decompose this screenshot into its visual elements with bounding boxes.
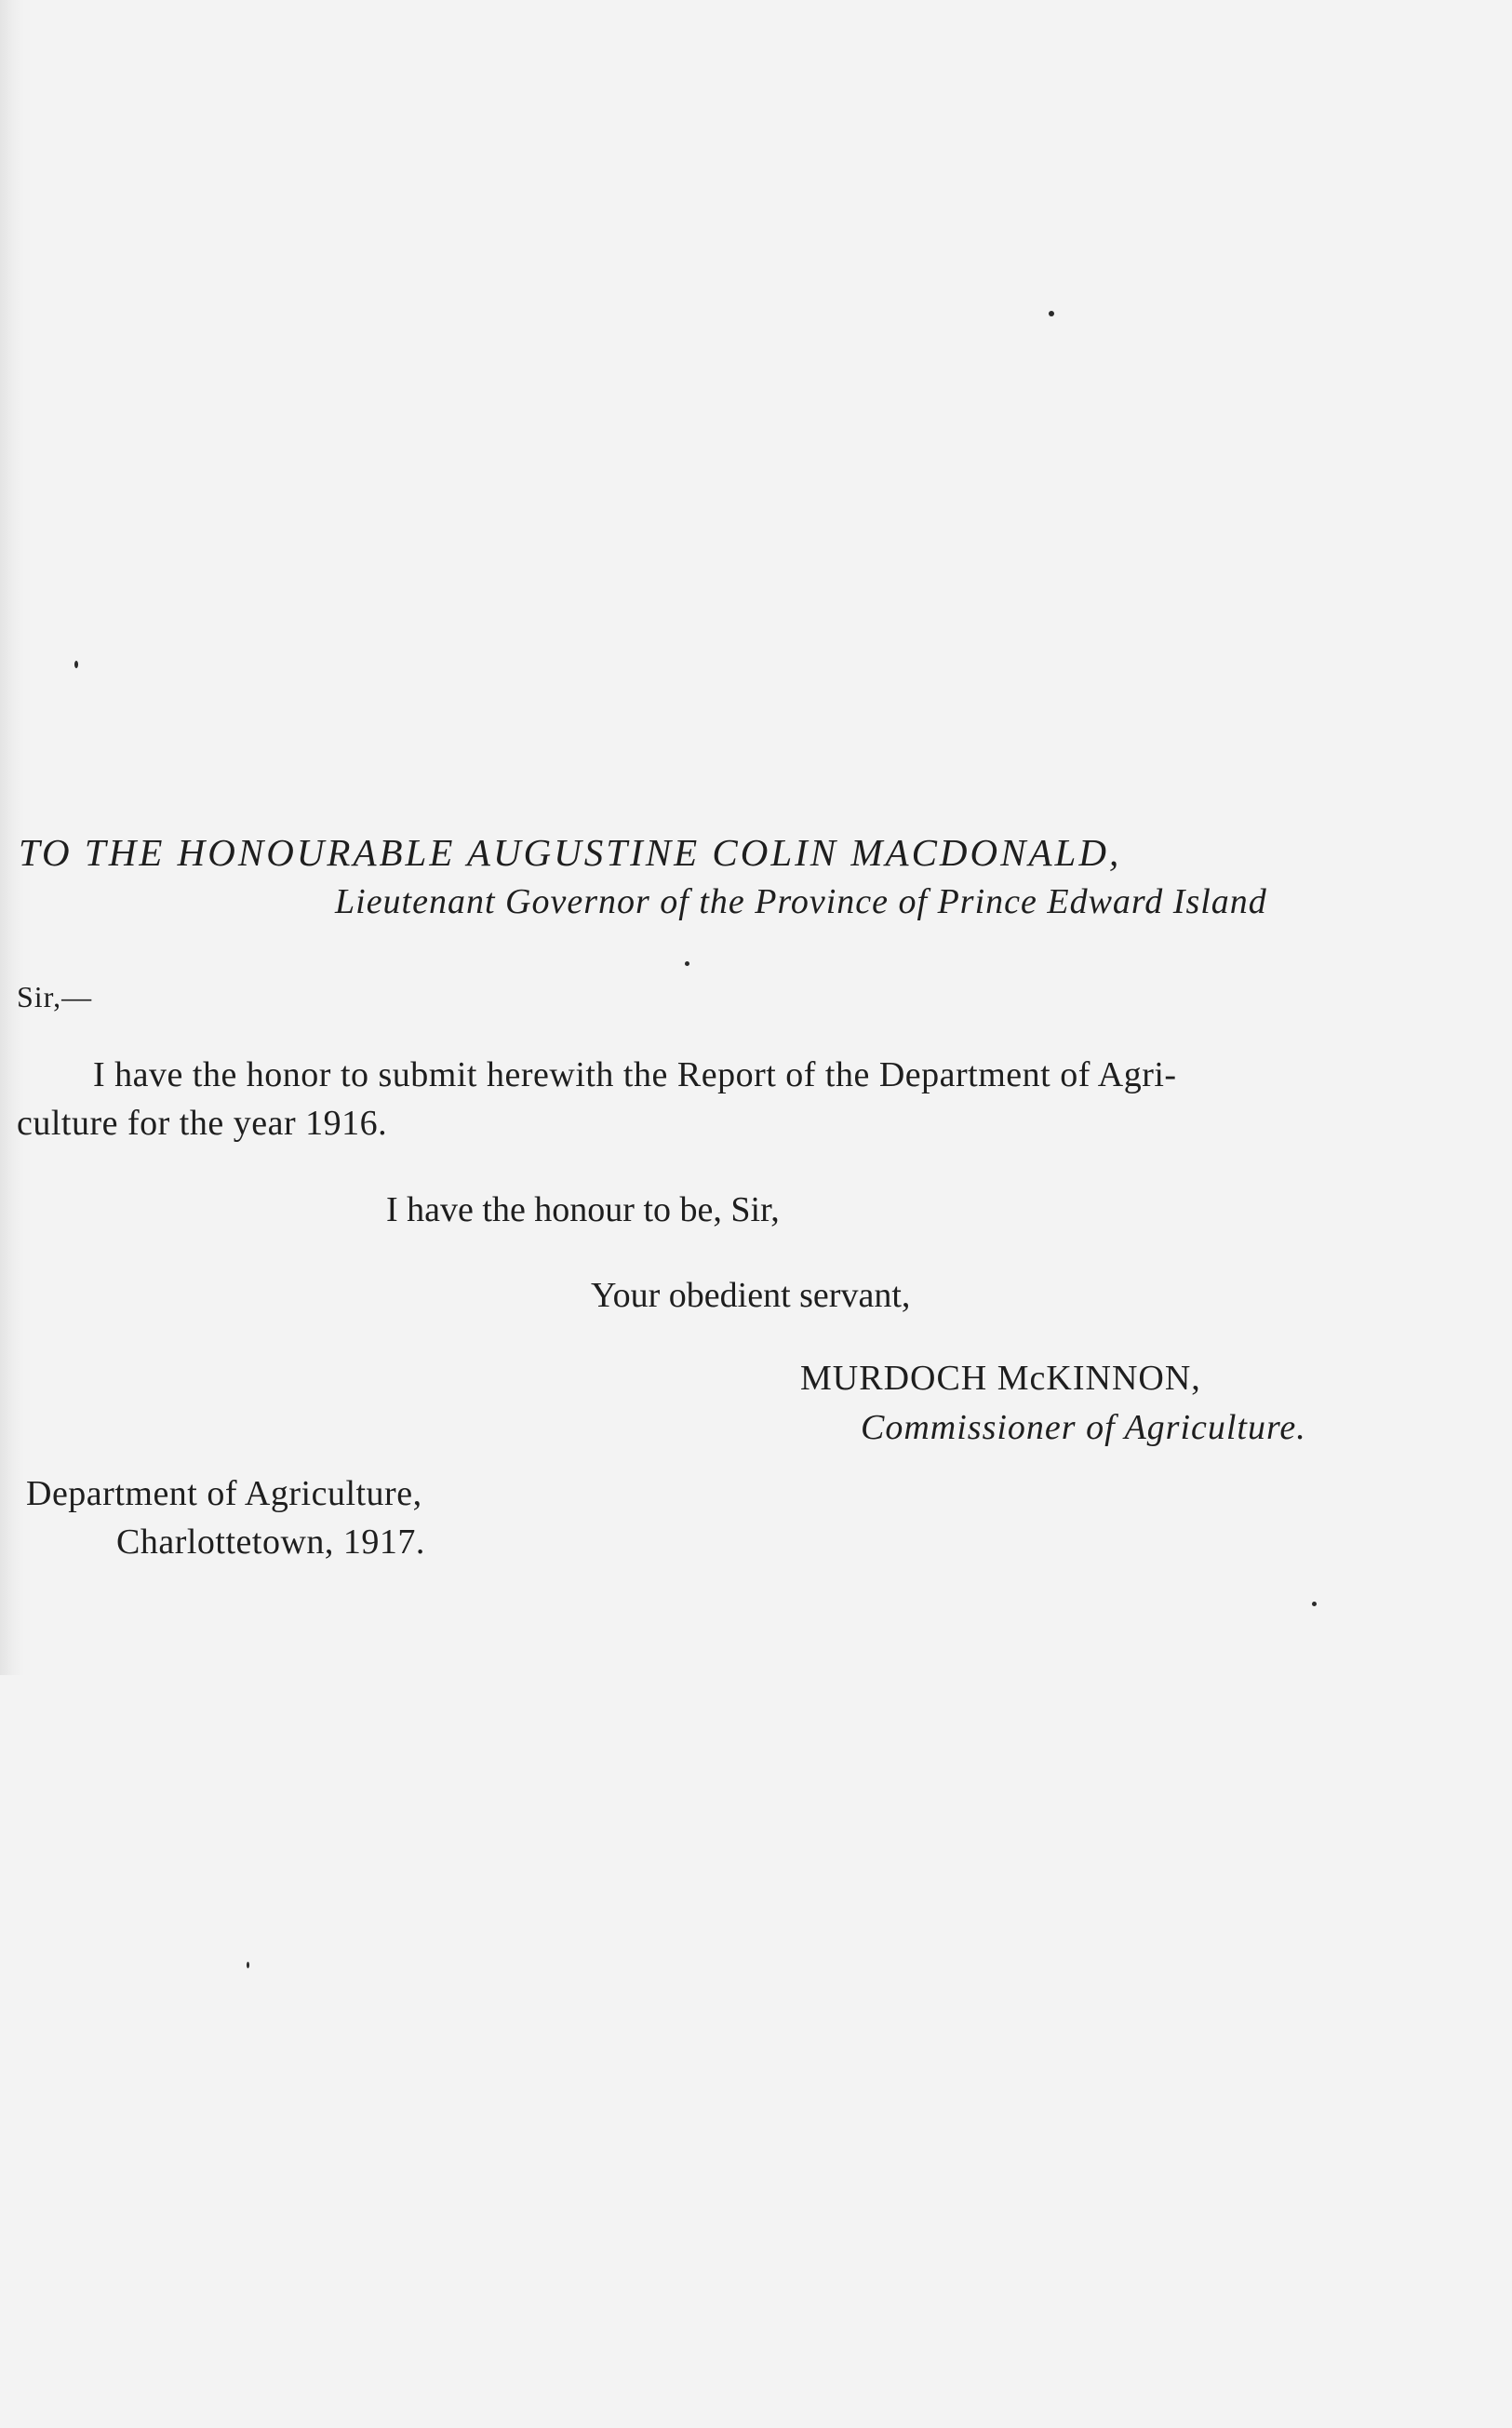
scan-speck: [685, 961, 689, 966]
body-text-line-1: I have the honor to submit herewith the Report of the Department of Agri-: [93, 1055, 1177, 1094]
scan-speck: [247, 1962, 249, 1968]
addressee-line: TO THE HONOURABLE AUGUSTINE COLIN MACDONALD,: [19, 831, 1122, 874]
sender-place-date: Charlottetown, 1917.: [116, 1523, 425, 1562]
scan-speck: [1312, 1602, 1317, 1606]
scan-speck: [1049, 311, 1054, 316]
addressee-title: Lieutenant Governor of the Province of Prince Edward Island: [335, 882, 1267, 921]
signature-title: Commissioner of Agriculture.: [861, 1408, 1306, 1447]
salutation: Sir,—: [17, 980, 93, 1013]
complimentary-close: Your obedient servant,: [591, 1276, 911, 1315]
signature-name: MURDOCH McKINNON,: [800, 1359, 1201, 1398]
sender-department: Department of Agriculture,: [26, 1474, 422, 1513]
body-text-line-2: culture for the year 1916.: [17, 1104, 388, 1143]
closing-phrase: I have the honour to be, Sir,: [386, 1190, 780, 1229]
scan-speck: [74, 661, 78, 668]
